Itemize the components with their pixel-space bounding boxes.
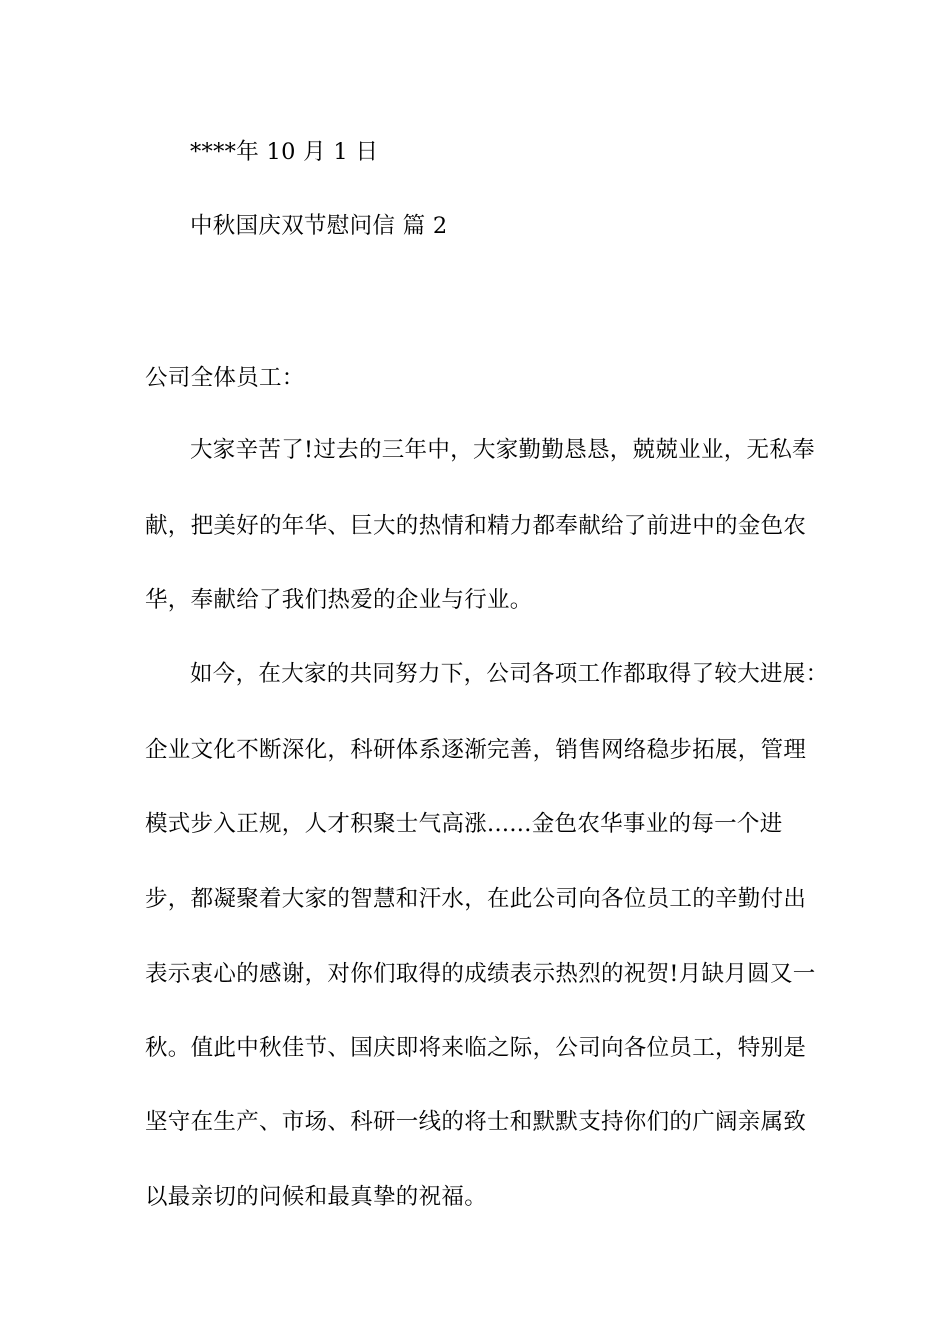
paragraph-1-line-2: 献，把美好的年华、巨大的热情和精力都奉献给了前进中的金色农 — [145, 513, 807, 539]
paragraph-1-line-1: 大家辛苦了!过去的三年中，大家勤勤恳恳，兢兢业业，无私奉 — [190, 437, 815, 463]
salutation: 公司全体员工： — [145, 365, 305, 391]
paragraph-1-line-3: 华，奉献给了我们热爱的企业与行业。 — [145, 587, 533, 613]
paragraph-2-line-7: 坚守在生产、市场、科研一线的将士和默默支持你们的广阔亲属致 — [145, 1109, 807, 1135]
section-title: 中秋国庆双节慰问信 篇 2 — [190, 213, 448, 239]
paragraph-2-line-2: 企业文化不断深化，科研体系逐渐完善，销售网络稳步拓展，管理 — [145, 737, 807, 763]
paragraph-2-line-8: 以最亲切的问候和最真挚的祝福。 — [145, 1184, 488, 1210]
date-line: ****年 10 月 1 日 — [190, 139, 379, 165]
paragraph-2-line-5: 表示衷心的感谢，对你们取得的成绩表示热烈的祝贺!月缺月圆又一 — [145, 961, 816, 987]
paragraph-2-line-4: 步，都凝聚着大家的智慧和汗水，在此公司向各位员工的辛勤付出 — [145, 886, 807, 912]
paragraph-2-line-6: 秋。值此中秋佳节、国庆即将来临之际，公司向各位员工，特别是 — [145, 1035, 807, 1061]
paragraph-2-line-1: 如今，在大家的共同努力下，公司各项工作都取得了较大进展： — [190, 661, 829, 687]
paragraph-2-line-3: 模式步入正规，人才积聚士气高涨......金色农华事业的每一个进 — [145, 811, 783, 837]
